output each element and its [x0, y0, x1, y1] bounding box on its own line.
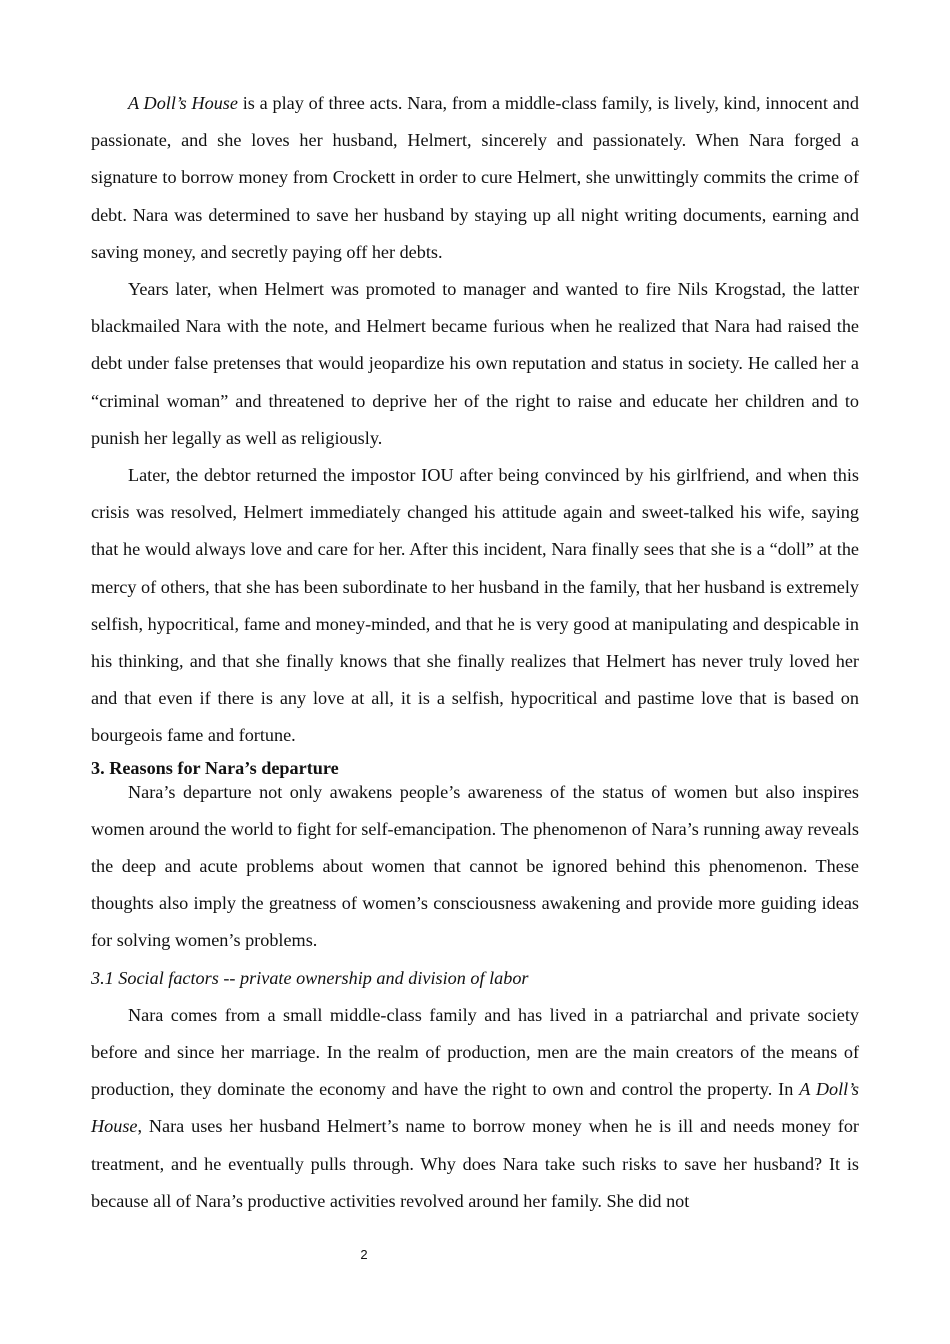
- body-paragraph-3: Later, the debtor returned the impostor IOU after being convinced by his girlfriend, and when this crisis was resolved, Helmert immediately changed his attitude again and sweet-talked his wife, saying that he would always love and care for her. After this incident, Nara finally sees that she is a “doll” at the mercy of others, that she has been subordinate to her husband in the family, that her husband is extremely selfish, hypocritical, fame and money-minded, and that he is very good at manipulating and despicable in his thinking, and that she finally knows that she finally realizes that Helmert has never truly loved her and that even if there is any love at all, it is a selfish, hypocritical and pastime love that is based on bourgeois fame and fortune.: [91, 465, 859, 746]
- page-number: 2: [360, 1247, 368, 1262]
- play-title-italic: A Doll’s House: [128, 93, 238, 113]
- paragraph-text: Nara comes from a small middle-class family and has lived in a patriarchal and private society before and since her marriage. In the realm of production, men are the main creators of the means of production, they dominate the economy and have the right to own and control the property. In: [91, 1004, 859, 1100]
- body-paragraph-2: Years later, when Helmert was promoted to manager and wanted to fire Nils Krogstad, the latter blackmailed Nara with the note, and Helmert became furious when he realized that Nara had raised the debt under false pretenses that would jeopardize his own reputation and status in society. He called her a “criminal woman” and threatened to deprive her of the right to raise and educate her children and to punish her legally as well as religiously.: [91, 279, 859, 448]
- body-paragraph-1: [91, 85, 859, 271]
- subsection-paragraph: [91, 997, 859, 1220]
- play-title-italic: A Doll’s House: [91, 1079, 859, 1137]
- subsection-heading: 3.1 Social factors -- private ownership and division of labor: [91, 967, 529, 988]
- document-body: [91, 85, 859, 1220]
- section-heading: 3. Reasons for Nara’s departure: [91, 757, 339, 778]
- section-paragraph: Nara’s departure not only awakens people’s awareness of the status of women but also inspires women around the world to fight for self-emancipation. The phenomenon of Nara’s running away reveals the deep and acute problems about women that cannot be ignored behind this phenomenon. These thoughts also imply the greatness of women’s consciousness awakening and provide more guiding ideas for solving women’s problems.: [91, 781, 859, 951]
- paragraph-text: , Nara uses her husband Helmert’s name to borrow money when he is ill and needs money for treatment, and he eventually pulls through. Why does Nara take such risks to save her husband? It is because all of Nara’s productive activities revolved around her family. She did not: [91, 1116, 859, 1211]
- paragraph-text: is a play of three acts. Nara, from a middle-class family, is lively, kind, innocent and passionate, and she loves her husband, Helmert, sincerely and passionately. When Nara forged a signature to borrow money from Crockett in order to cure Helmert, she unwittingly commits the crime of debt. Nara was determined to save her husband by staying up all night writing documents, earning and saving money, and secretly paying off her debts.: [91, 93, 859, 262]
